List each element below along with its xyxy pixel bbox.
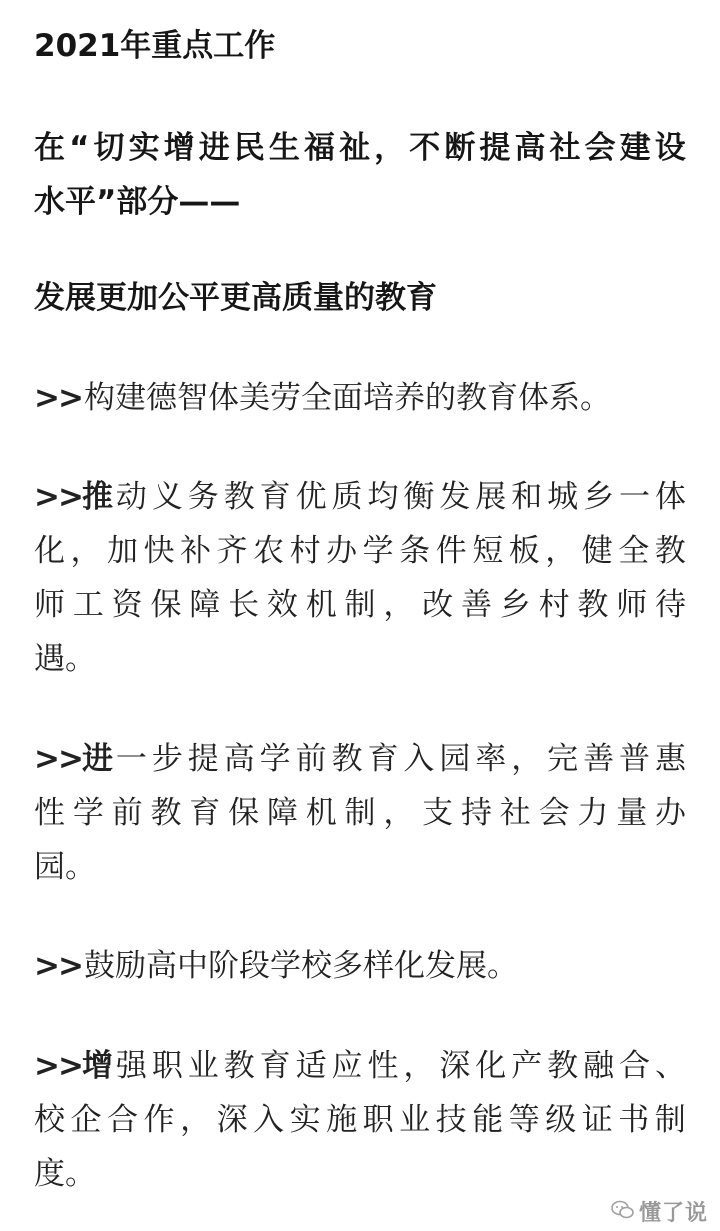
list-item-line: 化 ， 加 快 补 齐 农 村 办 学 条 件 短 板 ， 健 全 教 [34, 533, 686, 569]
list-item-line: 构建德智体美劳全面培养的教育体系。 [83, 380, 611, 416]
list-item-line: 性 学 前 教 育 保 障 机 制 ， 支 持 社 会 力 量 办 [34, 795, 686, 831]
watermark-text: 懂了说 [638, 1201, 708, 1226]
list-item: >>增 强 职 业 教 育 适 应 性 ， 深 化 产 教 融 合 、 [34, 1048, 686, 1084]
list-item-line: 校 企 合 作 ， 深 入 实 施 职 业 技 能 等 级 证 书 制 [34, 1102, 686, 1138]
list-marker: >>增 [34, 1048, 111, 1084]
heading-year: 2021年重点工作 [34, 28, 276, 64]
wechat-icon [611, 1200, 635, 1224]
subheading: 发展更加公平更高质量的教育 [34, 280, 437, 316]
list-item-line: 师 工 资 保 障 长 效 机 制 ， 改 善 乡 村 教 师 待 [34, 587, 686, 623]
list-marker: >> [34, 948, 82, 984]
list-item [34, 946, 518, 986]
list-item: >>进 一 步 提 高 学 前 教 育 入 园 率 ， 完 善 普 惠 [34, 741, 686, 777]
list-item: >>推 动 义 务 教 育 优 质 均 衡 发 展 和 城 乡 一 体 [34, 479, 686, 515]
section-title-line-2: 水平”部分—— [34, 184, 241, 220]
list-marker: >> [34, 380, 82, 416]
list-item-line: 鼓励高中阶段学校多样化发展。 [83, 948, 518, 984]
list-item-line: 园。 [34, 849, 96, 885]
list-marker: >>推 [34, 479, 111, 515]
list-marker: >>进 [34, 741, 111, 777]
watermark [611, 1196, 708, 1227]
list-item-line: 遇。 [34, 641, 96, 677]
list-item [34, 378, 611, 418]
list-item-line: 度。 [34, 1156, 96, 1192]
section-title-line-1: 在 “ 切 实 增 进 民 生 福 祉 ， 不 断 提 高 社 会 建 设 [34, 130, 686, 166]
